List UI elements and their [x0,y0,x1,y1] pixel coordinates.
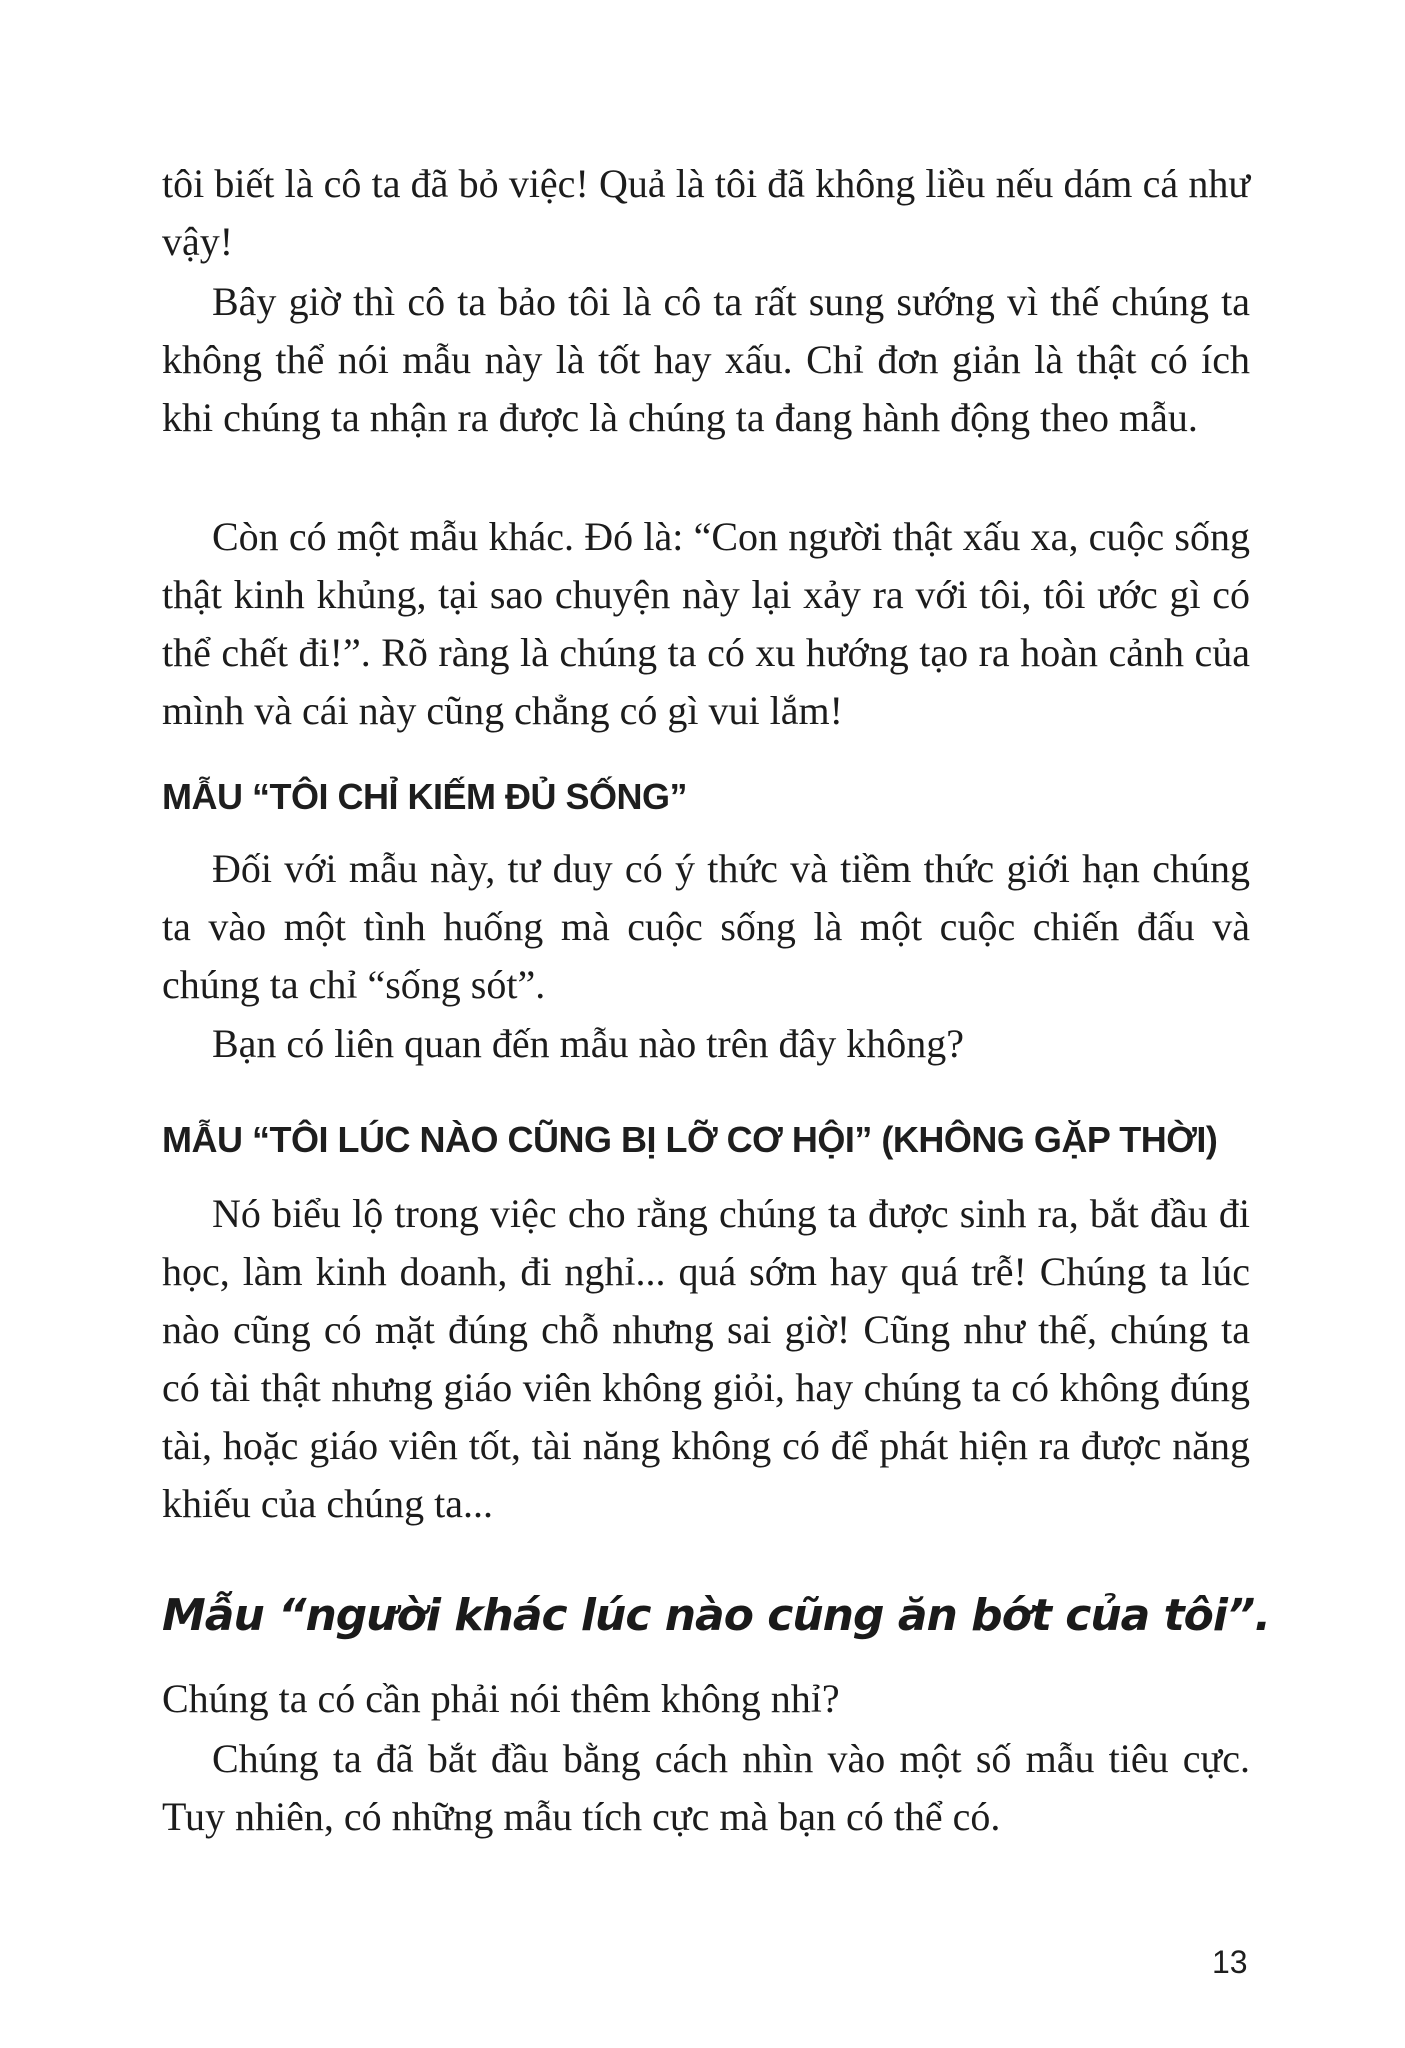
paragraph-missed-opportunities-description: Nó biểu lộ trong việc cho rằng chúng ta được sinh ra, bắt đầu đi học, làm kinh doanh, đi nghỉ... quá sớm hay quá trễ! Chúng ta lúc nào cũng có mặt đúng chỗ nhưng sai giờ! Cũng như thế, chúng ta có tài thật nhưng giáo viên không giỏi, hay chúng ta có không đúng tài, hoặc giáo viên tốt, tài năng không có để phát hiện ra được năng khiếu của chúng ta... [162,1191,1250,1526]
paragraph-continuation: tôi biết là cô ta đã bỏ việc! Quả là tôi đã không liều nếu dám cá như vậy! [162,161,1250,264]
paragraph-positive-patterns: Chúng ta đã bắt đầu bằng cách nhìn vào một số mẫu tiêu cực. Tuy nhiên, có những mẫu tích cực mà bạn có thể có. [162,1736,1250,1839]
paragraph-pattern-neutral: Bây giờ thì cô ta bảo tôi là cô ta rất sung sướng vì thế chúng ta không thể nói mẫu này là tốt hay xấu. Chỉ đơn giản là thật có ích khi chúng ta nhận ra được là chúng ta đang hành động theo mẫu. [162,279,1250,440]
heading-missed-opportunities: MẪU “TÔI LÚC NÀO CŨNG BỊ LỠ CƠ HỘI” (KHÔNG GẶP THỜI) [162,1119,1218,1160]
paragraph-another-pattern: Còn có một mẫu khác. Đó là: “Con người thật xấu xa, cuộc sống thật kinh khủng, tại sao chuyện này lại xảy ra với tôi, tôi ước gì có thể chết đi!”. Rõ ràng là chúng ta có xu hướng tạo ra hoàn cảnh của mình và cái này cũng chẳng có gì vui lắm! [162,514,1250,733]
heading-just-surviving: MẪU “TÔI CHỈ KIẾM ĐỦ SỐNG” [162,776,687,817]
paragraph-need-say-more: Chúng ta có cần phải nói thêm không nhỉ? [162,1676,840,1721]
paragraph-surviving-description: Đối với mẫu này, tư duy có ý thức và tiềm thức giới hạn chúng ta vào một tình huống mà cuộc sống là một cuộc chiến đấu và chúng ta chỉ “sống sót”. [162,846,1250,1007]
heading-others-take-from-me: Mẫu “người khác lúc nào cũng ăn bớt của tôi”. [162,1590,1271,1641]
paragraph-question: Bạn có liên quan đến mẫu nào trên đây không? [212,1021,964,1066]
page-number: 13 [1212,1944,1248,1980]
